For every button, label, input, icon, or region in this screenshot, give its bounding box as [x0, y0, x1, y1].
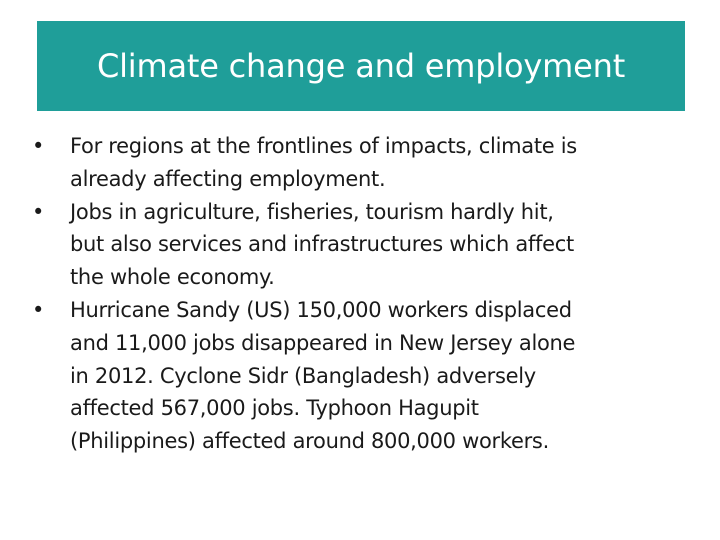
bullet-text-line: For regions at the frontlines of impacts, climate is [70, 134, 577, 158]
bullet-text-line: (Philippines) affected around 800,000 workers. [70, 429, 549, 454]
bullet-item-jobs [32, 196, 692, 294]
bullet-text-line: the whole economy. [70, 265, 275, 290]
bullet-text-line: but also services and infrastructures which affect [70, 232, 574, 257]
bullet-text-line: and 11,000 jobs disappeared in New Jersey alone [70, 330, 576, 355]
bullet-dot-icon: • [32, 134, 45, 158]
slide-title: Climate change and employment [96, 47, 626, 85]
bullet-item-regions [32, 130, 692, 196]
bullet-dot-icon: • [32, 199, 45, 224]
bullet-text-line: Jobs in agriculture, fisheries, tourism hardly hit, [70, 199, 554, 224]
bullet-item-disasters [32, 294, 692, 458]
bullet-text-line: already affecting employment. [70, 166, 386, 191]
bullet-text-line: in 2012. Cyclone Sidr (Bangladesh) adversely [70, 363, 536, 388]
bullet-text-line: Hurricane Sandy (US) 150,000 workers displaced [70, 297, 572, 322]
title-banner [37, 21, 685, 111]
bullet-text-line: affected 567,000 jobs. Typhoon Hagupit [70, 396, 479, 421]
bullet-list [32, 130, 692, 458]
bullet-dot-icon: • [32, 297, 45, 322]
